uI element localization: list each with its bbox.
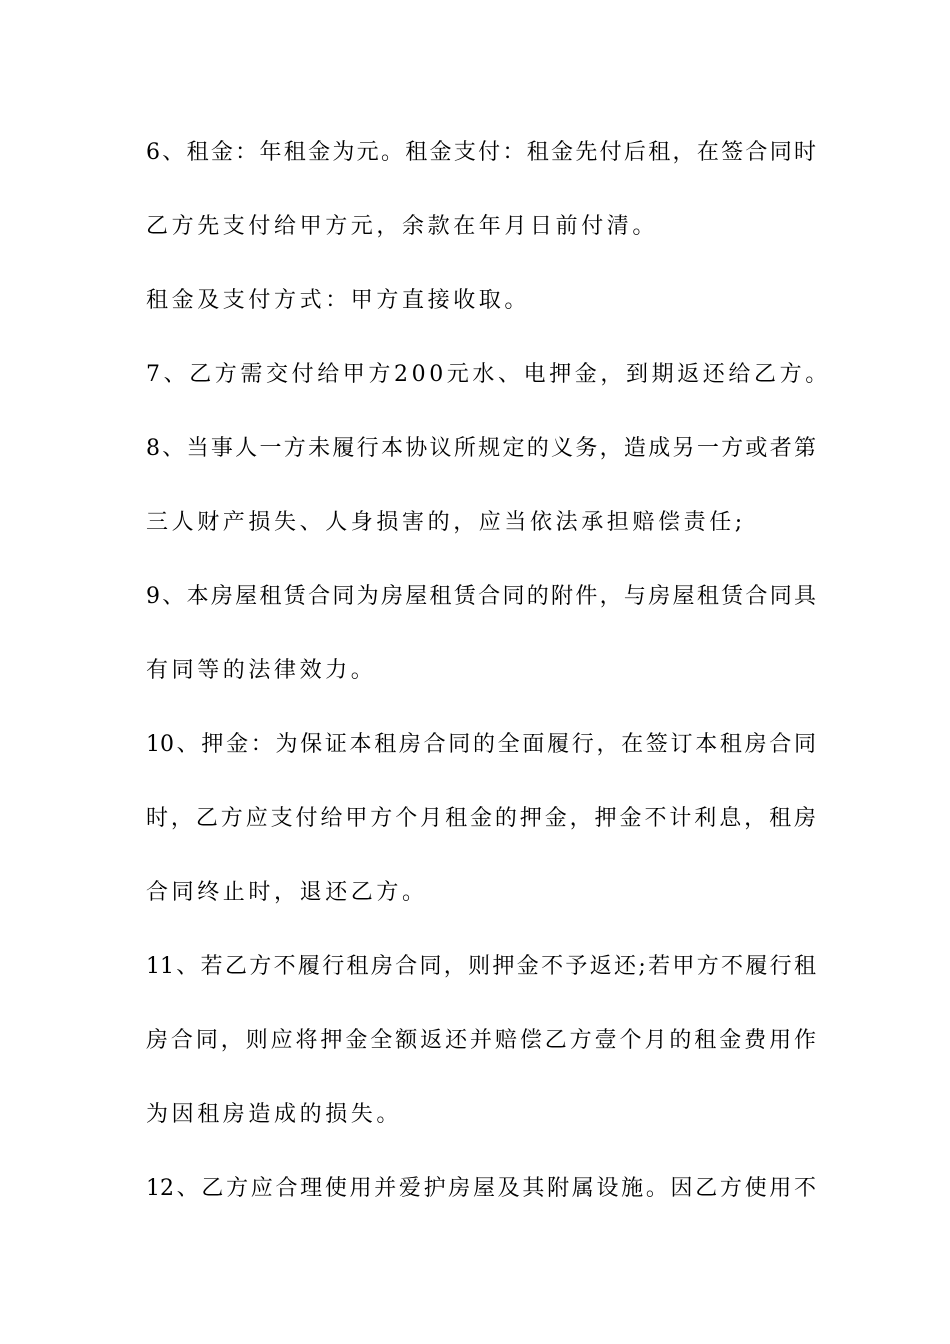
text-line-10: 时，乙方应支付给甲方个月租金的押金，押金不计利息，租房	[146, 806, 816, 831]
text-line-7: 9、本房屋租赁合同为房屋租赁合同的附件，与房屋租赁合同具	[146, 584, 816, 609]
text-line-15: 12、乙方应合理使用并爱护房屋及其附属设施。因乙方使用不	[146, 1176, 816, 1201]
text-line-9: 10、押金：为保证本租房合同的全面履行，在签订本租房合同	[146, 732, 816, 757]
text-line-6: 三人财产损失、人身损害的，应当依法承担赔偿责任;	[146, 510, 746, 535]
text-line-8: 有同等的法律效力。	[146, 658, 377, 683]
text-line-4: 7、乙方需交付给甲方200元水、电押金，到期返还给乙方。	[146, 362, 831, 387]
text-line-5: 8、当事人一方未履行本协议所规定的义务，造成另一方或者第	[146, 436, 816, 461]
text-line-3: 租金及支付方式：甲方直接收取。	[146, 288, 531, 313]
text-line-11: 合同终止时，退还乙方。	[146, 880, 428, 905]
text-line-13: 房合同，则应将押金全额返还并赔偿乙方壹个月的租金费用作	[146, 1028, 816, 1053]
text-line-2: 乙方先支付给甲方元，余款在年月日前付清。	[146, 214, 659, 239]
text-line-1: 6、租金：年租金为元。租金支付：租金先付后租，在签合同时	[146, 140, 816, 165]
text-line-14: 为因租房造成的损失。	[146, 1102, 403, 1127]
text-line-12: 11、若乙方不履行租房合同，则押金不予返还;若甲方不履行租	[146, 954, 816, 979]
